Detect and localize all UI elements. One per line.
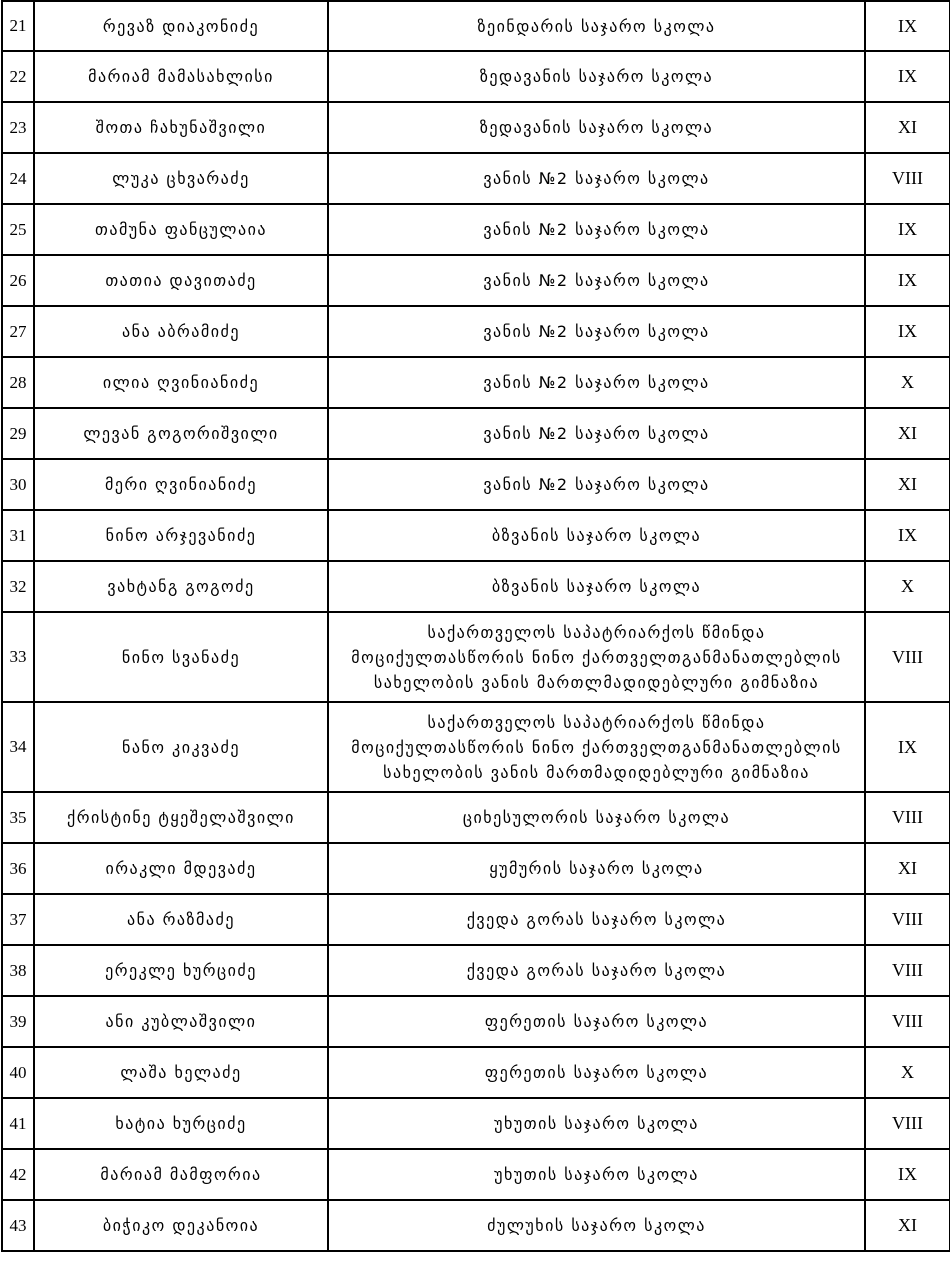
table-row: [2, 102, 950, 153]
grade: IX: [865, 510, 950, 561]
school-name-line: მოციქულთასწორის ნინო ქართველთგანმანათლებლის: [351, 737, 842, 757]
grade: IX: [865, 51, 950, 102]
row-number: 40: [2, 1047, 34, 1098]
row-number: 42: [2, 1149, 34, 1200]
grade: IX: [865, 255, 950, 306]
grade: VIII: [865, 153, 950, 204]
table-row: [2, 1200, 950, 1251]
grade: VIII: [865, 612, 950, 702]
grade: X: [865, 357, 950, 408]
school-name: ბზვანის საჯარო სკოლა: [328, 561, 865, 612]
row-number: 37: [2, 894, 34, 945]
school-name: ძულუხის საჯარო სკოლა: [328, 1200, 865, 1251]
row-number: 21: [2, 1, 34, 51]
student-name: ნინო არჯევანიძე: [34, 510, 328, 561]
student-name: ქრისტინე ტყეშელაშვილი: [34, 792, 328, 843]
school-name: ვანის №2 საჯარო სკოლა: [328, 357, 865, 408]
table-row: [2, 561, 950, 612]
school-name-line: მოციქულთასწორის ნინო ქართველთგანმანათლებლის: [351, 647, 842, 667]
students-table: [1, 0, 950, 1252]
row-number: 30: [2, 459, 34, 510]
student-name: რევაზ დიაკონიძე: [34, 1, 328, 51]
row-number: 41: [2, 1098, 34, 1149]
grade: VIII: [865, 894, 950, 945]
grade: X: [865, 1047, 950, 1098]
student-name: თათია დავითაძე: [34, 255, 328, 306]
grade: XI: [865, 459, 950, 510]
student-name: ვახტანგ გოგოძე: [34, 561, 328, 612]
school-name: ქვედა გორას საჯარო სკოლა: [328, 894, 865, 945]
student-name: შოთა ჩახუნაშვილი: [34, 102, 328, 153]
student-name: ილია ღვინიანიძე: [34, 357, 328, 408]
row-number: 26: [2, 255, 34, 306]
grade: XI: [865, 1200, 950, 1251]
grade: IX: [865, 306, 950, 357]
school-name: ფერეთის საჯარო სკოლა: [328, 996, 865, 1047]
row-number: 28: [2, 357, 34, 408]
student-name: ლევან გოგორიშვილი: [34, 408, 328, 459]
grade: IX: [865, 1, 950, 51]
student-name: ბიჭიკო დეკანოია: [34, 1200, 328, 1251]
student-name: ლუკა ცხვარაძე: [34, 153, 328, 204]
row-number: 29: [2, 408, 34, 459]
grade: X: [865, 561, 950, 612]
row-number: 27: [2, 306, 34, 357]
row-number: 35: [2, 792, 34, 843]
table-row: [2, 51, 950, 102]
student-name: ხატია ხურციძე: [34, 1098, 328, 1149]
row-number: 31: [2, 510, 34, 561]
grade: IX: [865, 1149, 950, 1200]
student-name: თამუნა ფანცულაია: [34, 204, 328, 255]
school-name: ბზვანის საჯარო სკოლა: [328, 510, 865, 561]
row-number: 23: [2, 102, 34, 153]
school-name: ციხესულორის საჯარო სკოლა: [328, 792, 865, 843]
table-row: [2, 1098, 950, 1149]
row-number: 39: [2, 996, 34, 1047]
student-name: ნინო სვანაძე: [34, 612, 328, 702]
table-row: [2, 357, 950, 408]
table-row: [2, 792, 950, 843]
school-name: [328, 612, 865, 702]
school-name: ქვედა გორას საჯარო სკოლა: [328, 945, 865, 996]
school-name: ვანის №2 საჯარო სკოლა: [328, 204, 865, 255]
table-body: [2, 1, 950, 1251]
grade: IX: [865, 702, 950, 792]
table-row: [2, 612, 950, 702]
table-row: [2, 1, 950, 51]
row-number: 22: [2, 51, 34, 102]
table-row: [2, 894, 950, 945]
row-number: 38: [2, 945, 34, 996]
school-name-line: სახელობის ვანის მართლმადიდებლური გიმნაზია: [373, 672, 820, 692]
student-name: ნანო კიკვაძე: [34, 702, 328, 792]
school-name: უხუთის საჯარო სკოლა: [328, 1098, 865, 1149]
row-number: 34: [2, 702, 34, 792]
school-name-line: საქართველოს საპატრიარქოს წმინდა: [427, 622, 766, 642]
table-row: [2, 459, 950, 510]
table-row: [2, 843, 950, 894]
school-name: ვანის №2 საჯარო სკოლა: [328, 255, 865, 306]
school-name: ვანის №2 საჯარო სკოლა: [328, 459, 865, 510]
table-row: [2, 945, 950, 996]
student-name: ანა რაზმაძე: [34, 894, 328, 945]
row-number: 33: [2, 612, 34, 702]
student-name: ირაკლი მდევაძე: [34, 843, 328, 894]
school-name: ზეინდარის საჯარო სკოლა: [328, 1, 865, 51]
row-number: 25: [2, 204, 34, 255]
table-row: [2, 153, 950, 204]
grade: XI: [865, 102, 950, 153]
student-name: მარიამ მამასახლისი: [34, 51, 328, 102]
table-row: [2, 702, 950, 792]
student-name: ანი კუბლაშვილი: [34, 996, 328, 1047]
table-row: [2, 204, 950, 255]
grade: VIII: [865, 996, 950, 1047]
school-name-line: საქართველოს საპატრიარქოს წმინდა: [427, 712, 766, 732]
school-name-line: სახელობის ვანის მართმადიდებლური გიმნაზია: [383, 762, 810, 782]
school-name: ფერეთის საჯარო სკოლა: [328, 1047, 865, 1098]
grade: IX: [865, 204, 950, 255]
grade: VIII: [865, 792, 950, 843]
student-name: მარიამ მამფორია: [34, 1149, 328, 1200]
school-name: ვანის №2 საჯარო სკოლა: [328, 306, 865, 357]
row-number: 32: [2, 561, 34, 612]
row-number: 24: [2, 153, 34, 204]
grade: VIII: [865, 945, 950, 996]
school-name: ზედავანის საჯარო სკოლა: [328, 102, 865, 153]
school-name: ვანის №2 საჯარო სკოლა: [328, 153, 865, 204]
row-number: 43: [2, 1200, 34, 1251]
table-row: [2, 1047, 950, 1098]
table-row: [2, 1149, 950, 1200]
school-name: ზედავანის საჯარო სკოლა: [328, 51, 865, 102]
row-number: 36: [2, 843, 34, 894]
grade: XI: [865, 408, 950, 459]
table-row: [2, 996, 950, 1047]
table-row: [2, 255, 950, 306]
student-name: ერეკლე ხურციძე: [34, 945, 328, 996]
table-row: [2, 408, 950, 459]
school-name: ყუმურის საჯარო სკოლა: [328, 843, 865, 894]
table-row: [2, 306, 950, 357]
school-name: უხუთის საჯარო სკოლა: [328, 1149, 865, 1200]
student-name: მერი ღვინიანიძე: [34, 459, 328, 510]
school-name: ვანის №2 საჯარო სკოლა: [328, 408, 865, 459]
grade: VIII: [865, 1098, 950, 1149]
table-row: [2, 510, 950, 561]
school-name: [328, 702, 865, 792]
student-name: ანა აბრამიძე: [34, 306, 328, 357]
student-name: ლაშა ხელაძე: [34, 1047, 328, 1098]
grade: XI: [865, 843, 950, 894]
